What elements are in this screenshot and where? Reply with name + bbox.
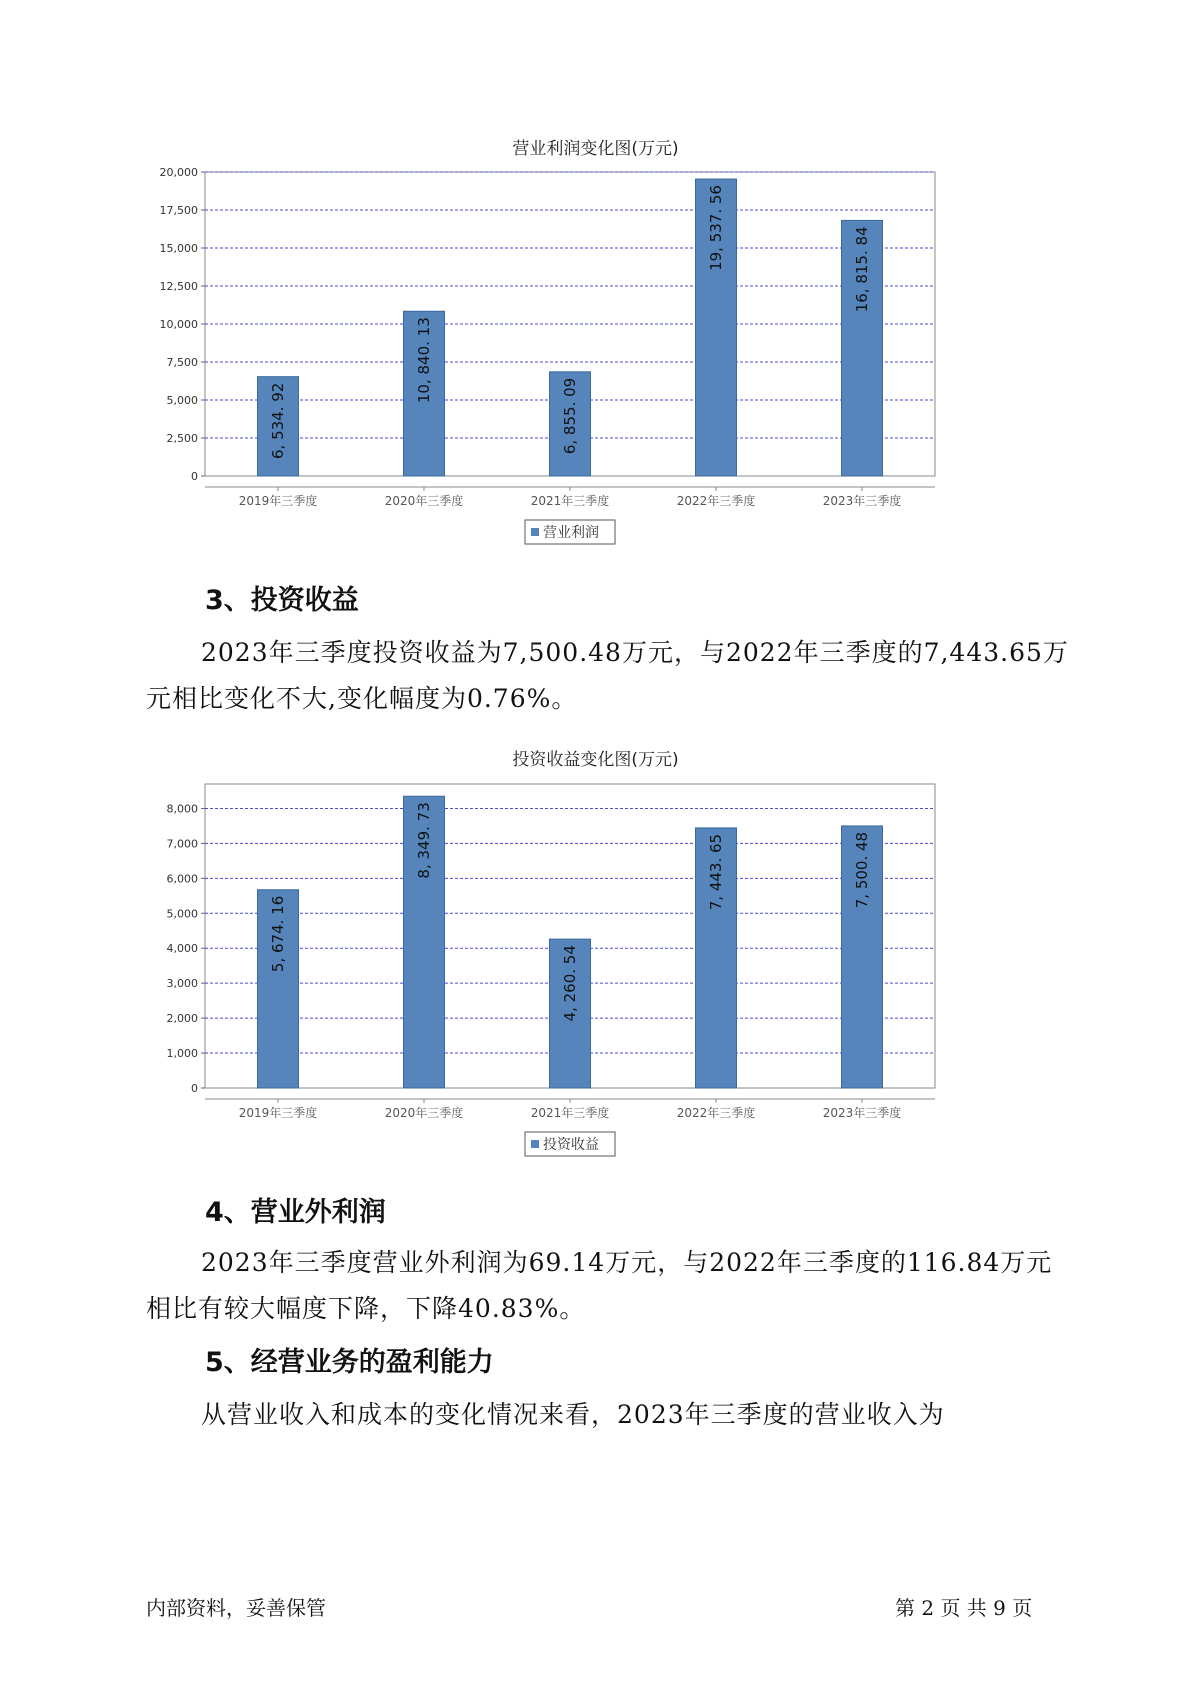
y-tick-label: 0 bbox=[191, 1082, 198, 1095]
y-tick-label: 20,000 bbox=[159, 166, 198, 179]
x-tick-label: 2020年三季度 bbox=[384, 1106, 464, 1120]
y-tick-label: 6,000 bbox=[166, 872, 198, 886]
bar-value-label: 19, 537. 56 bbox=[707, 185, 725, 271]
y-tick-label: 7,500 bbox=[166, 356, 198, 369]
x-tick-label: 2022年三季度 bbox=[676, 494, 756, 508]
bar-value-label: 8, 349. 73 bbox=[415, 802, 433, 879]
bar-value-label: 7, 500. 48 bbox=[853, 831, 871, 909]
y-tick-label: 3,000 bbox=[166, 977, 198, 991]
bar-value-label: 6, 534. 92 bbox=[269, 382, 287, 460]
legend-label: 营业利润 bbox=[543, 525, 599, 541]
x-tick-label: 2021年三季度 bbox=[530, 494, 610, 508]
section-body-profitability: 从营业收入和成本的变化情况来看，2023年三季度的营业收入为 bbox=[201, 1400, 945, 1429]
y-tick-label: 8,000 bbox=[166, 802, 198, 816]
x-tick-label: 2019年三季度 bbox=[238, 1106, 318, 1120]
y-tick-label: 5,000 bbox=[166, 394, 198, 407]
x-tick-label: 2023年三季度 bbox=[822, 1106, 902, 1120]
operating-profit-chart-title: 营业利润变化图(万元) bbox=[512, 139, 679, 159]
bar-value-label: 5, 674. 16 bbox=[269, 895, 287, 973]
y-tick-label: 2,000 bbox=[166, 1012, 198, 1026]
x-tick-label: 2020年三季度 bbox=[384, 494, 464, 508]
bar-value-label: 6, 855. 09 bbox=[561, 377, 579, 455]
y-tick-label: 12,500 bbox=[159, 280, 198, 293]
x-tick-label: 2019年三季度 bbox=[238, 494, 318, 508]
footer-confidential: 内部资料，妥善保管 bbox=[146, 1596, 326, 1620]
section-body-investment: 2023年三季度投资收益为7,500.48万元，与2022年三季度的7,443.65万元相比变化不大,变化幅度为0.76%。 bbox=[146, 638, 1069, 713]
investment-income-chart-title: 投资收益变化图(万元) bbox=[512, 750, 679, 770]
y-tick-label: 0 bbox=[191, 470, 198, 483]
footer-page-number: 第 2 页 共 9 页 bbox=[895, 1596, 1033, 1620]
y-tick-label: 1,000 bbox=[166, 1047, 198, 1061]
section-heading-non-operating: 4、营业外利润 bbox=[205, 1197, 386, 1228]
bar-value-label: 7, 443. 65 bbox=[707, 833, 725, 911]
investment-income-chart bbox=[150, 772, 1050, 1172]
legend-label: 投资收益 bbox=[543, 1137, 599, 1153]
y-tick-label: 15,000 bbox=[159, 242, 198, 255]
y-tick-label: 10,000 bbox=[159, 318, 198, 331]
bar-value-label: 16, 815. 84 bbox=[853, 226, 871, 313]
section-heading-investment: 3、投资收益 bbox=[205, 585, 359, 616]
section-heading-profitability: 5、经营业务的盈利能力 bbox=[205, 1347, 494, 1378]
legend-swatch bbox=[531, 1140, 539, 1148]
y-tick-label: 2,500 bbox=[166, 432, 198, 445]
y-tick-label: 4,000 bbox=[166, 942, 198, 956]
section-body-non-operating: 2023年三季度营业外利润为69.14万元，与2022年三季度的116.84万元相比有较大幅度下降，下降40.83%。 bbox=[146, 1248, 1053, 1323]
bar-value-label: 4, 260. 54 bbox=[561, 945, 579, 1022]
y-tick-label: 5,000 bbox=[166, 907, 198, 921]
y-tick-label: 17,500 bbox=[159, 204, 198, 217]
bar-value-label: 10, 840. 13 bbox=[415, 317, 433, 404]
x-tick-label: 2021年三季度 bbox=[530, 1106, 610, 1120]
x-tick-label: 2022年三季度 bbox=[676, 1106, 756, 1120]
y-tick-label: 7,000 bbox=[166, 837, 198, 851]
x-tick-label: 2023年三季度 bbox=[822, 494, 902, 508]
legend-swatch bbox=[531, 528, 539, 536]
operating-profit-chart bbox=[150, 160, 1050, 560]
